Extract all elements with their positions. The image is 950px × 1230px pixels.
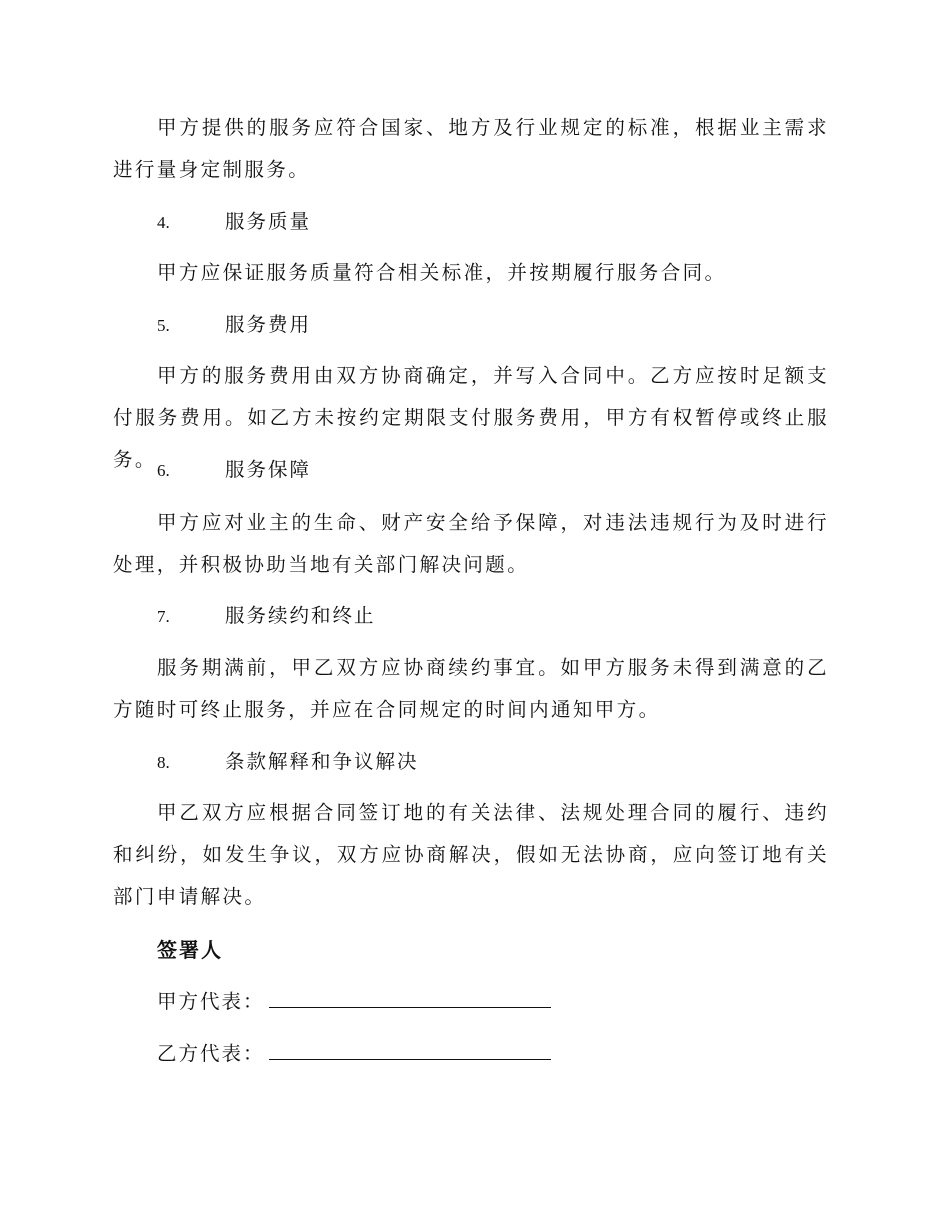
section-heading-5 [157,310,311,341]
paragraph-dispute-resolution: 甲乙双方应根据合同签订地的有关法律、法规处理合同的履行、违约和纠纷，如发生争议，双方应协商解决，假如无法协商，应向签订地有关部门申请解决。 [113,801,829,908]
paragraph-service-fees: 甲方的服务费用由双方协商确定，并写入合同中。乙方应按时足额支付服务费用。如乙方未按约定期限支付服务费用，甲方有权暂停或终止服务。 [113,364,829,471]
section-heading-4 [157,207,311,238]
paragraph-renewal-termination: 服务期满前，甲乙双方应协商续约事宜。如甲方服务未得到满意的乙方随时可终止服务，并应在合同规定的时间内通知甲方。 [113,656,829,721]
paragraph-service-quality: 甲方应保证服务质量符合相关标准，并按期履行服务合同。 [157,261,727,284]
section-number: 4. [157,213,170,232]
party-b-signature-row [157,1039,551,1069]
party-b-signature-line[interactable] [269,1039,551,1060]
party-a-signature-row [157,987,551,1017]
party-a-signature-line[interactable] [269,987,551,1008]
paragraph-service-guarantee: 甲方应对业主的生命、财产安全给予保障，对违法违规行为及时进行处理，并积极协助当地有关部门解决问题。 [113,511,829,576]
section-title: 服务保障 [225,458,312,481]
section-title: 条款解释和争议解决 [225,750,419,773]
party-b-label: 乙方代表： [157,1042,265,1065]
section-number: 8. [157,753,170,772]
section-number: 7. [157,607,170,626]
paragraph-service-standards: 甲方提供的服务应符合国家、地方及行业规定的标准，根据业主需求进行量身定制服务。 [113,116,829,181]
section-title: 服务续约和终止 [225,604,376,627]
section-number: 6. [157,461,170,480]
section-heading-6 [157,455,311,486]
section-heading-7 [157,601,376,632]
section-number: 5. [157,316,170,335]
party-a-label: 甲方代表： [157,990,265,1013]
section-title: 服务费用 [225,313,312,336]
section-heading-8 [157,747,419,778]
section-title: 服务质量 [225,210,312,233]
signatories-heading: 签署人 [157,938,223,962]
